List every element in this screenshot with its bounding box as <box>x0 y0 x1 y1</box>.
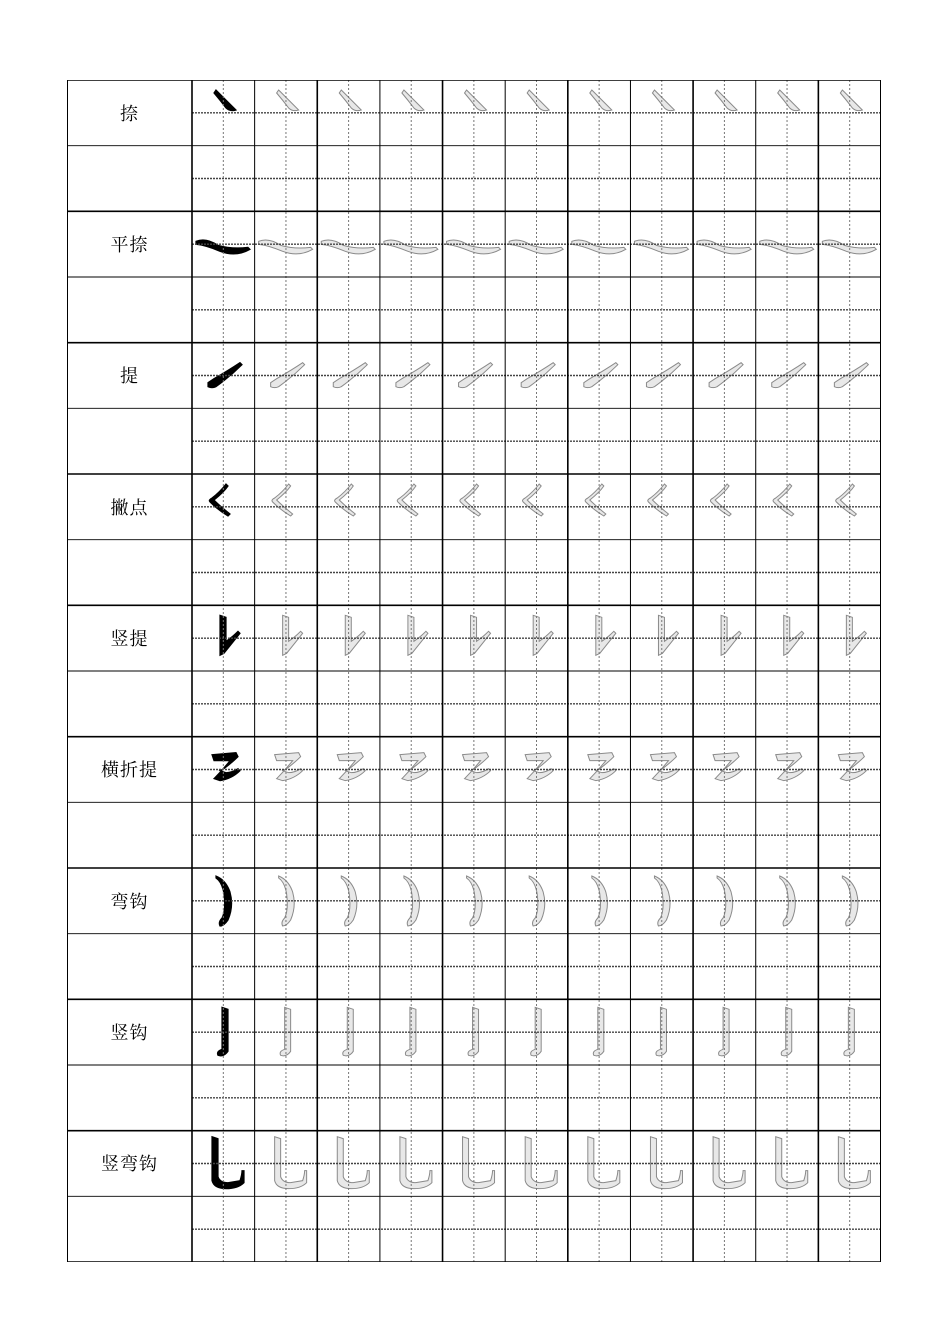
trace-stroke <box>634 240 688 254</box>
trace-stroke <box>400 1137 432 1189</box>
trace-stroke <box>277 90 299 111</box>
trace-stroke <box>590 90 612 111</box>
trace-stroke <box>585 484 606 516</box>
trace-stroke <box>588 1137 620 1189</box>
trace-stroke <box>523 484 544 516</box>
trace-stroke <box>509 240 563 254</box>
trace-stroke <box>713 1137 745 1189</box>
trace-stroke <box>463 753 491 781</box>
trace-stroke <box>650 753 678 781</box>
stroke-label: 竖弯钩 <box>101 1154 158 1176</box>
trace-stroke <box>648 484 669 516</box>
stroke-label: 横折提 <box>101 760 158 782</box>
stroke-label: 捺 <box>120 103 139 125</box>
trace-stroke <box>776 753 804 781</box>
trace-stroke <box>259 240 313 254</box>
trace-stroke <box>321 240 375 254</box>
trace-stroke <box>333 363 367 388</box>
trace-stroke <box>271 363 305 388</box>
trace-stroke <box>337 1137 369 1189</box>
model-stroke <box>209 484 230 516</box>
trace-stroke <box>402 90 424 111</box>
trace-stroke <box>836 484 857 516</box>
model-stroke <box>212 1137 244 1189</box>
trace-stroke <box>822 240 876 254</box>
trace-stroke <box>339 90 361 111</box>
trace-stroke <box>773 484 794 516</box>
trace-stroke <box>400 753 428 781</box>
trace-stroke <box>527 90 549 111</box>
trace-stroke <box>713 753 741 781</box>
trace-stroke <box>337 753 365 781</box>
trace-stroke <box>650 1137 682 1189</box>
trace-stroke <box>652 90 674 111</box>
stroke-label: 竖提 <box>110 628 149 650</box>
trace-stroke <box>447 240 501 254</box>
trace-stroke <box>838 753 866 781</box>
stroke-label: 提 <box>120 366 139 388</box>
trace-stroke <box>715 90 737 111</box>
trace-stroke <box>772 363 806 388</box>
trace-stroke <box>335 484 356 516</box>
trace-stroke <box>525 753 553 781</box>
trace-stroke <box>525 1137 557 1189</box>
stroke-label: 竖钩 <box>110 1022 149 1044</box>
stroke-label: 平捺 <box>110 234 149 256</box>
trace-stroke <box>760 240 814 254</box>
trace-stroke <box>834 363 868 388</box>
trace-stroke <box>275 753 303 781</box>
trace-stroke <box>572 240 626 254</box>
trace-stroke <box>397 484 418 516</box>
stroke-label: 撇点 <box>110 497 149 519</box>
model-stroke <box>214 90 236 111</box>
model-stroke <box>212 753 240 781</box>
trace-stroke <box>588 753 616 781</box>
trace-stroke <box>776 1137 808 1189</box>
trace-stroke <box>463 1137 495 1189</box>
stroke-label: 弯钩 <box>110 891 149 913</box>
model-stroke <box>196 240 250 254</box>
trace-stroke <box>384 240 438 254</box>
trace-stroke <box>465 90 487 111</box>
trace-stroke <box>838 1137 870 1189</box>
trace-stroke <box>840 90 862 111</box>
trace-stroke <box>272 484 293 516</box>
trace-stroke <box>710 484 731 516</box>
practice-sheet <box>67 80 881 1262</box>
trace-stroke <box>275 1137 307 1189</box>
trace-stroke <box>778 90 800 111</box>
trace-stroke <box>697 240 751 254</box>
trace-stroke <box>460 484 481 516</box>
